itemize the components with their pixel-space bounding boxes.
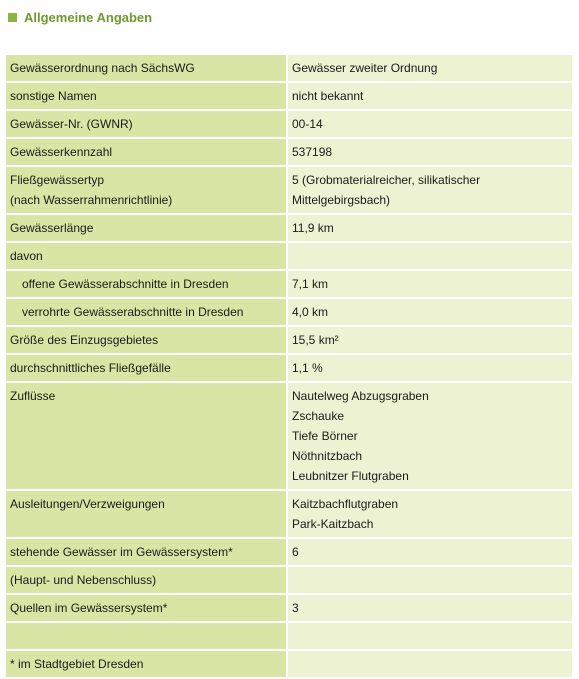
row-value-line: Leubnitzer Flutgraben — [292, 469, 409, 483]
row-value: nicht bekannt — [288, 83, 574, 109]
row-label — [6, 167, 288, 213]
row-label: Größe des Einzugsgebietes — [6, 327, 288, 353]
table-row — [6, 595, 574, 621]
row-label-line: Fließgewässertyp — [10, 173, 105, 187]
row-value-line: Kaitzbachflutgraben — [292, 497, 399, 511]
table-row — [6, 243, 574, 269]
row-value — [288, 167, 574, 213]
row-value: 6 — [288, 539, 574, 565]
row-value: 15,5 km² — [288, 327, 574, 353]
row-label: sonstige Namen — [6, 83, 288, 109]
table-row — [6, 55, 574, 81]
row-value-line: Park-Kaitzbach — [292, 517, 374, 531]
table-row — [6, 139, 574, 165]
row-label: durchschnittliches Fließgefälle — [6, 355, 288, 381]
row-value: 00-14 — [288, 111, 574, 137]
row-value-line: Nöthnitzbach — [292, 449, 363, 463]
row-label: (Haupt- und Nebenschluss) — [6, 567, 288, 593]
footnote: * im Stadtgebiet Dresden — [6, 651, 288, 677]
table-row — [6, 355, 574, 381]
table-row — [6, 111, 574, 137]
table-row — [6, 539, 574, 565]
row-label: verrohrte Gewässerabschnitte in Dresden — [6, 299, 288, 325]
row-label: Quellen im Gewässersystem* — [6, 595, 288, 621]
row-value: 7,1 km — [288, 271, 574, 297]
row-label-line: (nach Wasserrahmenrichtlinie) — [10, 193, 173, 207]
row-value: Gewässer zweiter Ordnung — [288, 55, 574, 81]
row-value — [288, 383, 574, 489]
row-label: Gewässerkennzahl — [6, 139, 288, 165]
row-label: stehende Gewässer im Gewässersystem* — [6, 539, 288, 565]
row-value: 11,9 km — [288, 215, 574, 241]
row-value-line: Tiefe Börner — [292, 429, 358, 443]
row-value: 3 — [288, 595, 574, 621]
table-row — [6, 623, 574, 649]
row-value — [288, 491, 574, 537]
table-row — [6, 327, 574, 353]
row-value: 4,0 km — [288, 299, 574, 325]
row-label: Gewässer-Nr. (GWNR) — [6, 111, 288, 137]
table-row — [6, 567, 574, 593]
row-label: offene Gewässerabschnitte in Dresden — [6, 271, 288, 297]
section-title: Allgemeine Angaben — [24, 10, 153, 25]
row-label: Zuflüsse — [6, 383, 288, 489]
row-label: Gewässerordnung nach SächsWG — [6, 55, 288, 81]
row-value — [288, 243, 574, 269]
row-label: Gewässerlänge — [6, 215, 288, 241]
table-row — [6, 651, 574, 677]
row-value-line: Zschauke — [292, 409, 345, 423]
row-value-line: Nautelweg Abzugsgraben — [292, 389, 429, 403]
row-label: davon — [6, 243, 288, 269]
table-row — [6, 299, 574, 325]
row-label — [6, 623, 288, 649]
data-table — [6, 53, 574, 679]
square-bullet-icon — [8, 13, 17, 22]
row-label: Ausleitungen/Verzweigungen — [6, 491, 288, 537]
table-row — [6, 83, 574, 109]
row-value — [288, 567, 574, 593]
table-row — [6, 271, 574, 297]
row-value: 537198 — [288, 139, 574, 165]
section-heading — [8, 10, 152, 25]
table-row — [6, 215, 574, 241]
table-row — [6, 383, 574, 489]
row-value — [288, 623, 574, 649]
row-value — [288, 651, 574, 677]
row-value: 1,1 % — [288, 355, 574, 381]
row-value-line: 5 (Grobmaterialreicher, silikatischer — [292, 173, 481, 187]
row-value-line: Mittelgebirgsbach) — [292, 193, 391, 207]
table-row — [6, 491, 574, 537]
table-row — [6, 167, 574, 213]
